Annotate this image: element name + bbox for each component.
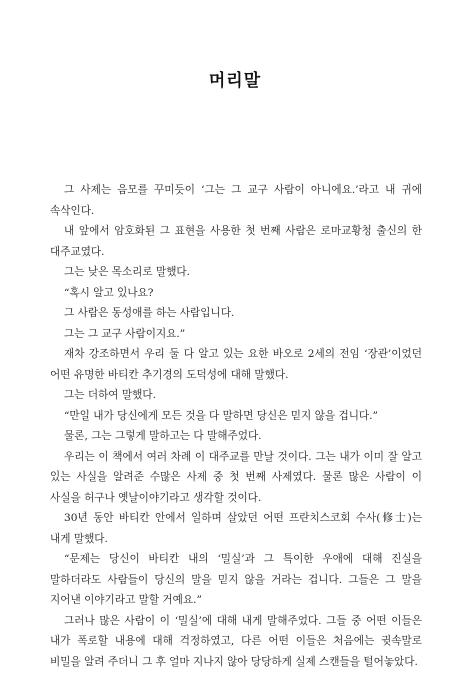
paragraph: 그는 그 교구 사람이지요.” <box>64 327 186 340</box>
paragraph: 우리는 이 책에서 여러 차례 이 대주교를 만날 것이다. 그는 내가 이미 잘 알고 있는 사실을 알려준 수많은 사제 중 첫 번째 사제였다. 물론 많은 사람이 이 사실을 허구나 옛날이야기라고 생각할 것이다. <box>50 450 422 504</box>
paragraph: “문제는 당신이 바티칸 내의 ‘밀실’과 그 특이한 우애에 대해 진실을 말하더라도 사람들이 당신의 말을 믿지 않을 거라는 겁니다. 그들은 그 말을 지어낸 이야기라고 말할 거예요.” <box>50 553 422 606</box>
paragraph: 내 앞에서 암호화된 그 표현을 사용한 첫 번째 사람은 로마교황청 출신의 한 대주교였다. <box>50 225 422 258</box>
paragraph: 30년 동안 바티칸 안에서 일하며 살았던 어떤 프란치스코회 수사(修士)는 내게 말했다. <box>50 512 422 545</box>
paragraph: 그 사제는 음모를 꾸미듯이 ‘그는 그 교구 사람이 아니에요.’라고 내 귀에 속삭인다. <box>50 184 422 217</box>
paragraph: “만일 내가 당신에게 모든 것을 다 말하면 당신은 믿지 않을 겁니다.” <box>64 409 378 422</box>
paragraph: 물론, 그는 그렇게 말하고는 다 말해주었다. <box>64 430 262 442</box>
paragraph: “혹시 알고 있나요? <box>64 286 154 299</box>
body-text <box>50 180 422 672</box>
paragraph: 그러나 많은 사람이 이 ‘밀실’에 대해 내게 말해주었다. 그들 중 어떤 이들은 내가 폭로할 내용에 대해 걱정하였고, 다른 어떤 이들은 처음에는 귓속말로 비밀을 알려 주더니 그 후 얼마 지나지 않아 당당하게 실제 스캔들을 털어놓았다. <box>50 614 422 668</box>
paragraph: 그는 더하여 말했다. <box>64 389 156 401</box>
paragraph: 그 사람은 동성애를 하는 사람입니다. <box>64 307 235 319</box>
chapter-title: 머리말 <box>208 71 262 91</box>
paragraph: 그는 낮은 목소리로 말했다. <box>64 266 191 278</box>
paragraph: 재차 강조하면서 우리 둘 다 알고 있는 요한 바오로 2세의 전임 ‘장관’이었던 어떤 유명한 바티칸 추기경의 도덕성에 대해 말했다. <box>50 348 422 381</box>
